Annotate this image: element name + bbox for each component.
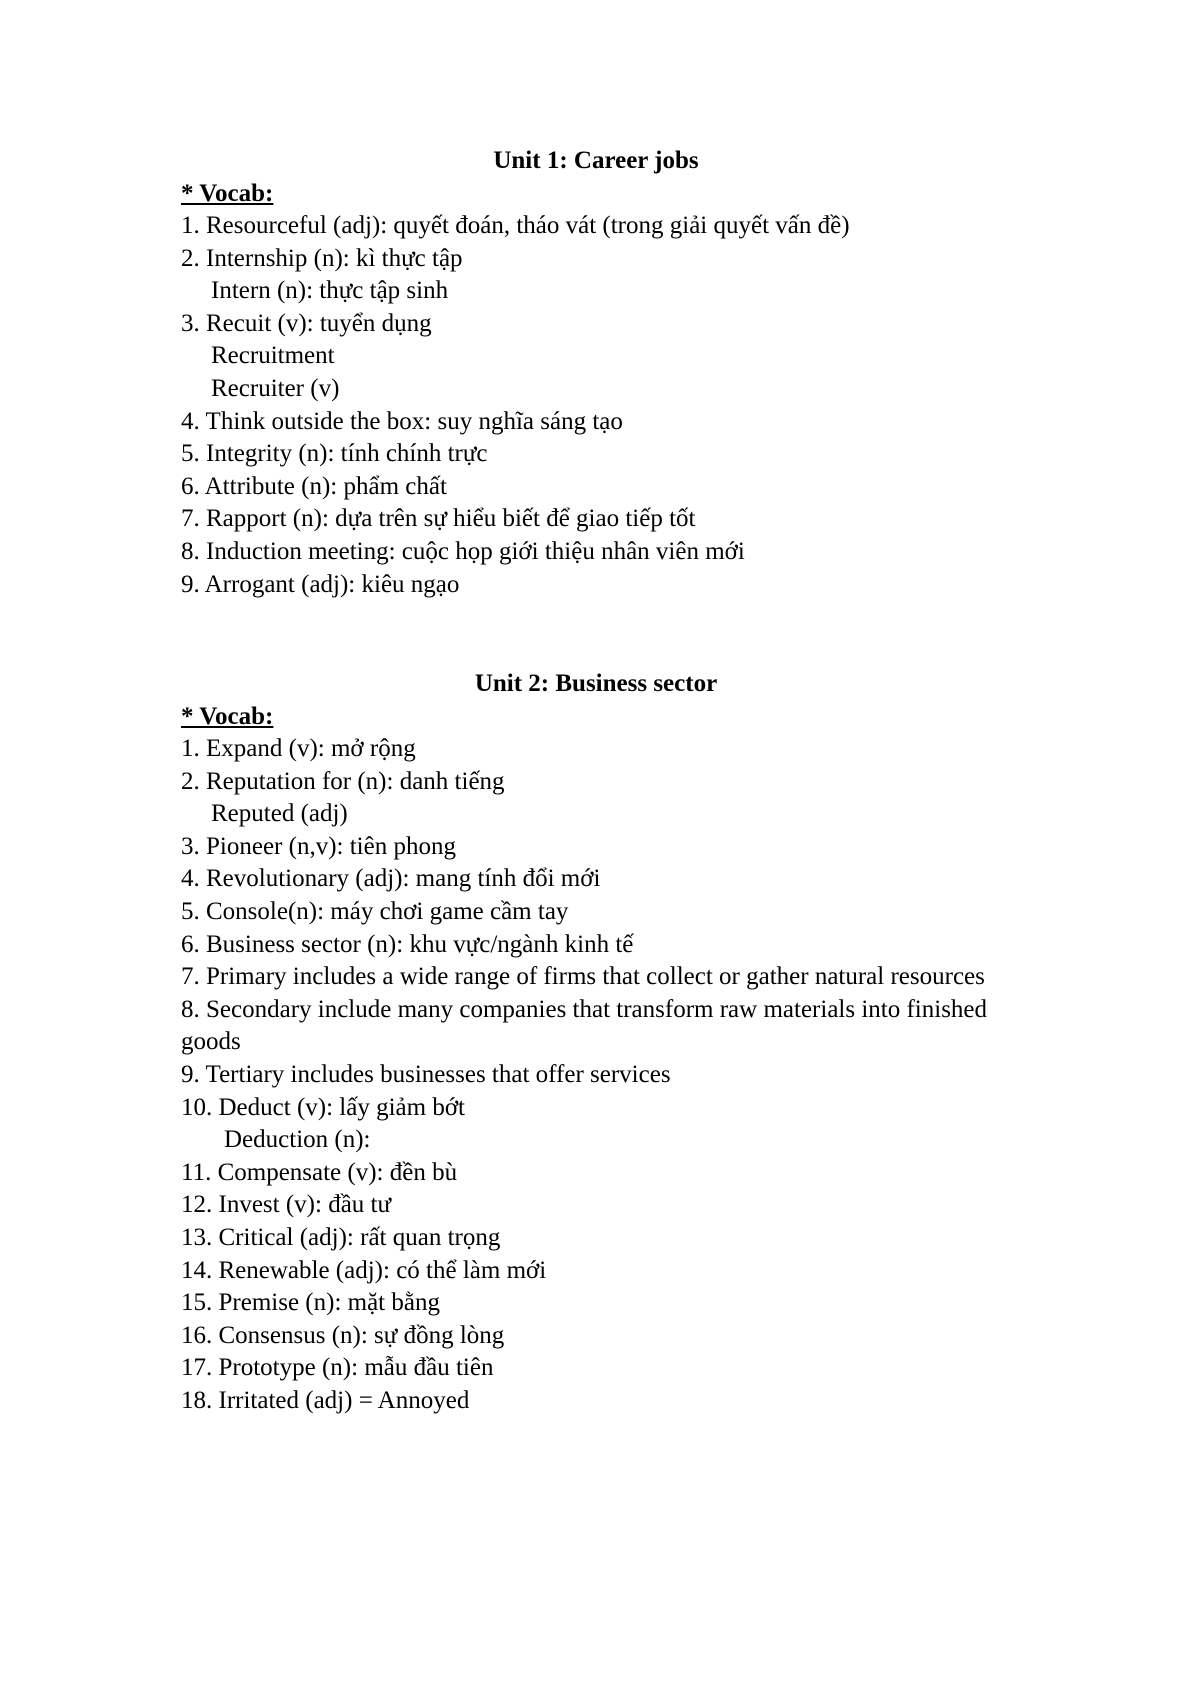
vocab-entry: 5. Integrity (n): tính chính trực <box>181 440 488 468</box>
vocab-subentry: Reputed (adj) <box>211 800 348 828</box>
vocab-entry: 10. Deduct (v): lấy giảm bớt <box>181 1093 465 1121</box>
vocab-entry: 9. Arrogant (adj): kiêu ngạo <box>181 570 460 598</box>
vocab-entry: 12. Invest (v): đầu tư <box>181 1191 392 1219</box>
vocab-entry: 1. Expand (v): mở rộng <box>181 735 416 762</box>
vocab-entry: 6. Attribute (n): phẩm chất <box>181 472 447 500</box>
vocab-entry: 3. Pioneer (n,v): tiên phong <box>181 832 456 860</box>
vocab-subentry: Intern (n): thực tập sinh <box>211 277 449 305</box>
vocab-entry: 5. Console(n): máy chơi game cầm tay <box>181 897 569 925</box>
unit-2-section <box>181 667 1011 1417</box>
vocab-entry: 17. Prototype (n): mẫu đầu tiên <box>181 1354 494 1382</box>
vocab-entry: 7. Rapport (n): dựa trên sự hiểu biết để giao tiếp tốt <box>181 505 696 533</box>
vocab-entry: 11. Compensate (v): đền bù <box>181 1158 458 1186</box>
vocab-entry: 8. Secondary include many companies that transform raw materials into finished goods <box>181 995 988 1056</box>
vocab-entry: 4. Think outside the box: suy nghĩa sáng tạo <box>181 407 623 435</box>
vocab-entry: 15. Premise (n): mặt bằng <box>181 1289 440 1317</box>
unit-2-title: Unit 2: Business sector <box>474 670 718 697</box>
vocab-subentry: Recruitment <box>211 342 335 370</box>
vocab-entry: 6. Business sector (n): khu vực/ngành kinh tế <box>181 930 634 958</box>
unit-1-section <box>181 144 1011 601</box>
vocab-subentry: Deduction (n): <box>224 1126 371 1154</box>
unit-2-vocab-heading: * Vocab: <box>181 703 274 730</box>
vocab-entry: 16. Consensus (n): sự đồng lòng <box>181 1321 505 1349</box>
vocab-entry: 9. Tertiary includes businesses that offer services <box>181 1060 671 1088</box>
vocab-entry: 13. Critical (adj): rất quan trọng <box>181 1223 501 1251</box>
unit-1-title: Unit 1: Career jobs <box>493 147 699 174</box>
vocab-entry: 7. Primary includes a wide range of firms that collect or gather natural resources <box>181 963 985 991</box>
vocab-entry: 14. Renewable (adj): có thể làm mới <box>181 1256 547 1284</box>
vocab-entry: 4. Revolutionary (adj): mang tính đổi mới <box>181 865 601 893</box>
vocab-subentry: Recruiter (v) <box>211 374 340 402</box>
unit-1-vocab-heading: * Vocab: <box>181 180 274 207</box>
vocab-entry: 2. Internship (n): kì thực tập <box>181 244 463 272</box>
vocab-entry: 8. Induction meeting: cuộc họp giới thiệu nhân viên mới <box>181 537 745 565</box>
vocab-entry: 2. Reputation for (n): danh tiếng <box>181 767 505 795</box>
vocab-entry: 1. Resourceful (adj): quyết đoán, tháo vát (trong giải quyết vấn đề) <box>181 212 850 239</box>
vocab-entry: 18. Irritated (adj) = Annoyed <box>181 1386 470 1414</box>
vocab-entry: 3. Recuit (v): tuyển dụng <box>181 309 432 337</box>
unit-2-vocab-list <box>181 733 1011 1417</box>
unit-1-vocab-list <box>181 210 1011 601</box>
